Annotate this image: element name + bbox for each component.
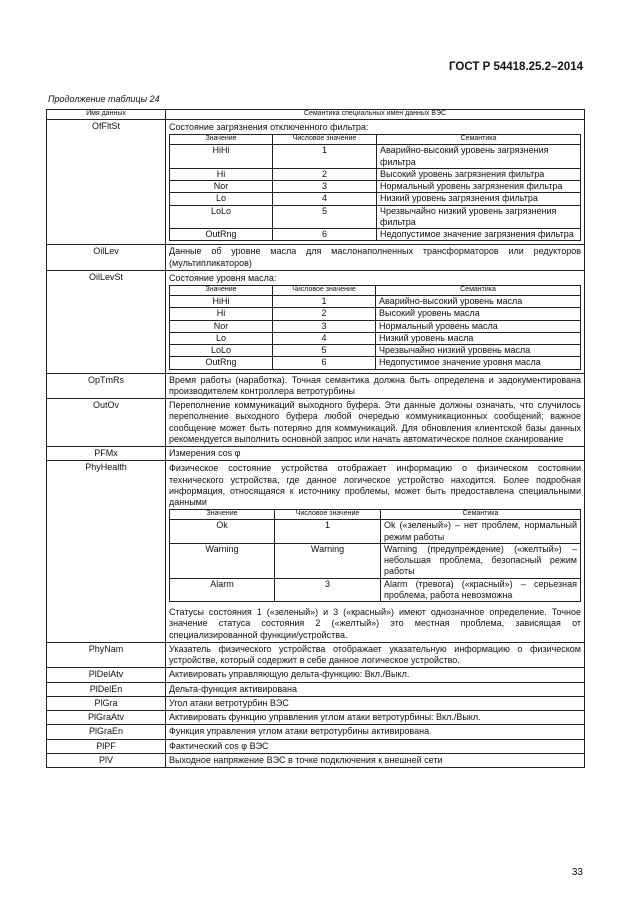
data-name-cell: OutOv: [47, 399, 166, 447]
row-intro: Физическое состояние устройства отображает информацию о физическом состоянии технического устройства, где данное логическое устройство находится. Более подробная информация, относящаяся к источнику проблемы, может быть предоставлена специальными данными: [169, 463, 581, 507]
numeric-cell: 2: [273, 308, 376, 320]
semantics-cell: Указатель физического устройства отображает указательную информацию о физическом устройстве, который содержит в себе данное логическое устройство.: [166, 642, 585, 668]
table-row: [47, 711, 585, 725]
data-name-cell: PlDelAtv: [47, 668, 166, 682]
value-cell: Nor: [170, 320, 273, 332]
semantics-cell: Выходное напряжение ВЭС в точке подключения к внешней сети: [166, 753, 585, 767]
subtable-row: [170, 520, 581, 544]
data-name-cell: OfFltSt: [47, 120, 166, 245]
table-header-row: [47, 110, 585, 120]
table-row: [47, 753, 585, 767]
value-subtable: [169, 285, 581, 370]
data-name-cell: OilLev: [47, 245, 166, 271]
semantics-subcell: Аварийно-высокий уровень масла: [376, 296, 581, 308]
numeric-cell: 3: [273, 320, 376, 332]
subtable-row: [170, 193, 581, 205]
data-name-cell: OilLevSt: [47, 270, 166, 373]
sub-header-numeric: Числовое значение: [275, 510, 381, 520]
table-row: [47, 447, 585, 461]
numeric-cell: 6: [273, 357, 376, 369]
data-name-cell: PlGraEn: [47, 725, 166, 739]
value-cell: HiHi: [170, 296, 273, 308]
semantics-cell: [166, 270, 585, 373]
semantics-subcell: Ok («зеленый») – нет проблем, нормальный режим работы: [381, 520, 581, 544]
semantics-subcell: Alarm (тревога) («красный») – серьезная проблема, работа невозможна: [381, 578, 581, 602]
value-cell: Ok: [170, 520, 275, 544]
table-row: [47, 696, 585, 710]
value-cell: HiHi: [170, 145, 273, 169]
semantics-cell: Переполнение коммуникаций выходного буфера. Эти данные должны означать, что случилось переполнение выходного буфера любой очередью коммуникационных сообщений; важное сообщение может быть потеряно для коммуникаций. Для обновления клиентской базы данных рекомендуется выполнить основной запрос или начать автоматическое полное сканирование: [166, 399, 585, 447]
data-name-cell: PlGra: [47, 696, 166, 710]
subtable-row: [170, 320, 581, 332]
sub-header-numeric: Числовое значение: [273, 135, 377, 145]
data-name-cell: PlDelEn: [47, 682, 166, 696]
table-row: [47, 245, 585, 271]
subtable-row: [170, 357, 581, 369]
numeric-cell: 1: [275, 520, 381, 544]
data-name-cell: PlV: [47, 753, 166, 767]
table-caption: Продолжение таблицы 24: [48, 94, 160, 104]
subtable-row: [170, 205, 581, 229]
subtable-row: [170, 308, 581, 320]
numeric-cell: 6: [273, 229, 377, 241]
semantics-subcell: Высокий уровень загрязнения фильтра: [377, 168, 581, 180]
subtable-row: [170, 181, 581, 193]
semantics-cell: Фактический cos φ ВЭС: [166, 739, 585, 753]
value-cell: Hi: [170, 168, 273, 180]
value-cell: Lo: [170, 332, 273, 344]
value-cell: Hi: [170, 308, 273, 320]
semantics-subcell: Низкий уровень загрязнения фильтра: [377, 193, 581, 205]
table-row: [47, 642, 585, 668]
semantics-cell: [166, 120, 585, 245]
semantics-cell: Время работы (наработка). Точная семантика должна быть определена и задокументирована производителем контроллера ветротурбины: [166, 373, 585, 399]
semantics-subcell: Аварийно-высокий уровень загрязнения фильтра: [377, 145, 581, 169]
table-row: [47, 373, 585, 399]
value-cell: Warning: [170, 543, 275, 578]
subtable-row: [170, 543, 581, 578]
value-subtable: [169, 134, 581, 241]
numeric-cell: 5: [273, 205, 377, 229]
subtable-header-row: [170, 286, 581, 296]
value-cell: Lo: [170, 193, 273, 205]
sub-header-value: Значение: [170, 510, 275, 520]
semantics-cell: Активировать функцию управления углом атаки ветротурбины: Вкл./Выкл.: [166, 711, 585, 725]
sub-header-value: Значение: [170, 286, 273, 296]
sub-header-semantics: Семантика: [376, 286, 581, 296]
semantics-subcell: Нормальный уровень масла: [376, 320, 581, 332]
subtable-row: [170, 296, 581, 308]
numeric-cell: 1: [273, 145, 377, 169]
data-name-cell: PhyHealth: [47, 461, 166, 643]
table-row: [47, 682, 585, 696]
page-number: 33: [571, 867, 583, 878]
row-note: Статусы состояния 1 («зеленый») и 3 («красный») имеют однозначное определение. Точное значение статуса состояния 2 («желтый») это местная проблема, зависящая от специализированной функции/устройства.: [169, 607, 581, 640]
semantics-subcell: Высокий уровень масла: [376, 308, 581, 320]
row-intro: Состояние уровня масла:: [169, 272, 277, 283]
value-cell: Alarm: [170, 578, 275, 602]
header-data-name: Имя данных: [47, 110, 166, 120]
semantics-cell: Дельта-функция активирована: [166, 682, 585, 696]
table-row: [47, 461, 585, 643]
data-name-cell: PlPF: [47, 739, 166, 753]
semantics-cell: Данные об уровне масла для маслонаполненных трансформаторов или редукторов (мультипликаторов): [166, 245, 585, 271]
numeric-cell: Warning: [275, 543, 381, 578]
semantics-cell: Угол атаки ветротурбин ВЭС: [166, 696, 585, 710]
table-row: [47, 739, 585, 753]
numeric-cell: 4: [273, 332, 376, 344]
subtable-row: [170, 332, 581, 344]
data-names-table: [46, 109, 585, 768]
semantics-subcell: Недопустимое значение уровня масла: [376, 357, 581, 369]
numeric-cell: 5: [273, 345, 376, 357]
table-row: [47, 120, 585, 245]
numeric-cell: 2: [273, 168, 377, 180]
sub-header-numeric: Числовое значение: [273, 286, 376, 296]
subtable-row: [170, 578, 581, 602]
numeric-cell: 1: [273, 296, 376, 308]
semantics-subcell: Чрезвычайно низкий уровень масла: [376, 345, 581, 357]
subtable-header-row: [170, 510, 581, 520]
header-semantics: Семантика специальных имен данных ВЭС: [166, 110, 585, 120]
value-cell: Nor: [170, 181, 273, 193]
table-row: [47, 725, 585, 739]
subtable-header-row: [170, 135, 581, 145]
value-cell: LoLo: [170, 345, 273, 357]
semantics-subcell: Warning (предупреждение) («желтый») – небольшая проблема, безопасный режим работы: [381, 543, 581, 578]
sub-header-semantics: Семантика: [381, 510, 581, 520]
value-cell: OutRng: [170, 357, 273, 369]
sub-header-semantics: Семантика: [377, 135, 581, 145]
sub-header-value: Значение: [170, 135, 273, 145]
subtable-row: [170, 168, 581, 180]
row-intro: Состояние загрязнения отключенного фильтра:: [169, 122, 369, 132]
subtable-row: [170, 345, 581, 357]
data-name-cell: PhyNam: [47, 642, 166, 668]
numeric-cell: 3: [273, 181, 377, 193]
value-subtable: [169, 509, 581, 602]
semantics-cell: Активировать управляющую дельта-функцию: Вкл./Выкл.: [166, 668, 585, 682]
semantics-subcell: Недопустимое значение загрязнения фильтра: [377, 229, 581, 241]
numeric-cell: 4: [273, 193, 377, 205]
data-name-cell: OpTmRs: [47, 373, 166, 399]
table-row: [47, 668, 585, 682]
semantics-subcell: Нормальный уровень загрязнения фильтра: [377, 181, 581, 193]
semantics-cell: Измерения cos φ: [166, 447, 585, 461]
numeric-cell: 3: [275, 578, 381, 602]
semantics-cell: Функция управления углом атаки ветротурбины активирована: [166, 725, 585, 739]
data-name-cell: PlGraAtv: [47, 711, 166, 725]
semantics-subcell: Низкий уровень масла: [376, 332, 581, 344]
document-header: ГОСТ Р 54418.25.2–2014: [449, 61, 583, 73]
semantics-subcell: Чрезвычайно низкий уровень загрязнения фильтра: [377, 205, 581, 229]
data-name-cell: PFMx: [47, 447, 166, 461]
table-row: [47, 399, 585, 447]
value-cell: LoLo: [170, 205, 273, 229]
semantics-cell: [166, 461, 585, 643]
table-row: [47, 270, 585, 373]
subtable-row: [170, 229, 581, 241]
subtable-row: [170, 145, 581, 169]
value-cell: OutRng: [170, 229, 273, 241]
